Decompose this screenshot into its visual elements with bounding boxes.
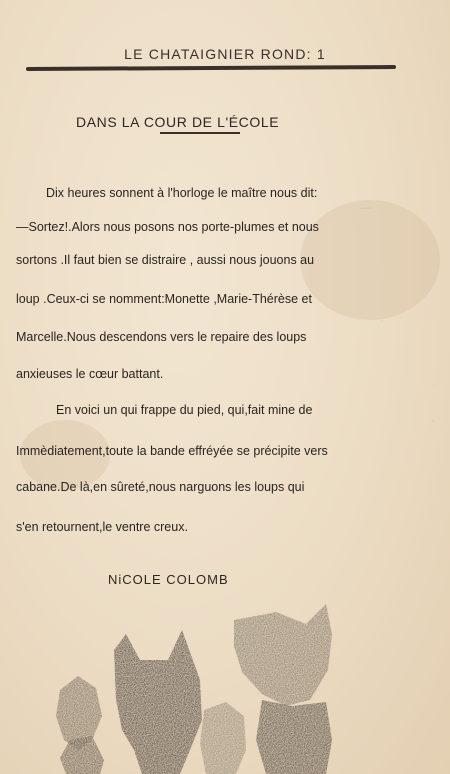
body-line: cabane.De là,en sûreté,nous narguons les loups qui	[16, 480, 305, 494]
body-line: En voici un qui frappe du pied, qui,fait mine de	[56, 403, 313, 417]
show-through-mark: '	[432, 418, 435, 430]
body-line: Immèdiatement,toute la bande effréyée se précipite vers	[16, 444, 328, 458]
title-underline	[160, 132, 240, 134]
paper-stain	[300, 200, 440, 320]
wolves-illustration	[30, 590, 360, 774]
body-line: anxieuses le cœur battant.	[16, 367, 164, 381]
show-through-mark: ·	[380, 315, 384, 327]
body-line: sortons .Il faut bien se distraire , aussi nous jouons au	[16, 253, 315, 267]
body-line: s'en retournent,le ventre creux.	[16, 520, 188, 534]
running-header: LE CHATAIGNIER ROND: 1	[124, 46, 326, 62]
show-through-mark: —	[360, 202, 371, 214]
body-line: —Sortez!.Alors nous posons nos porte-plumes et nous	[16, 220, 319, 234]
body-line: Marcelle.Nous descendons vers le repaire des loups	[16, 330, 307, 344]
author-signature: NiCOLE COLOMB	[108, 572, 229, 587]
body-line: loup .Ceux-ci se nomment:Monette ,Marie-Thérèse et	[16, 292, 312, 306]
show-through-mark: ·	[432, 380, 436, 392]
body-line: Dix heures sonnent à l'horloge le maître nous dit:	[46, 186, 318, 200]
header-rule	[26, 65, 396, 71]
article-title: DANS LA COUR DE L'ÉCOLE	[76, 114, 280, 130]
